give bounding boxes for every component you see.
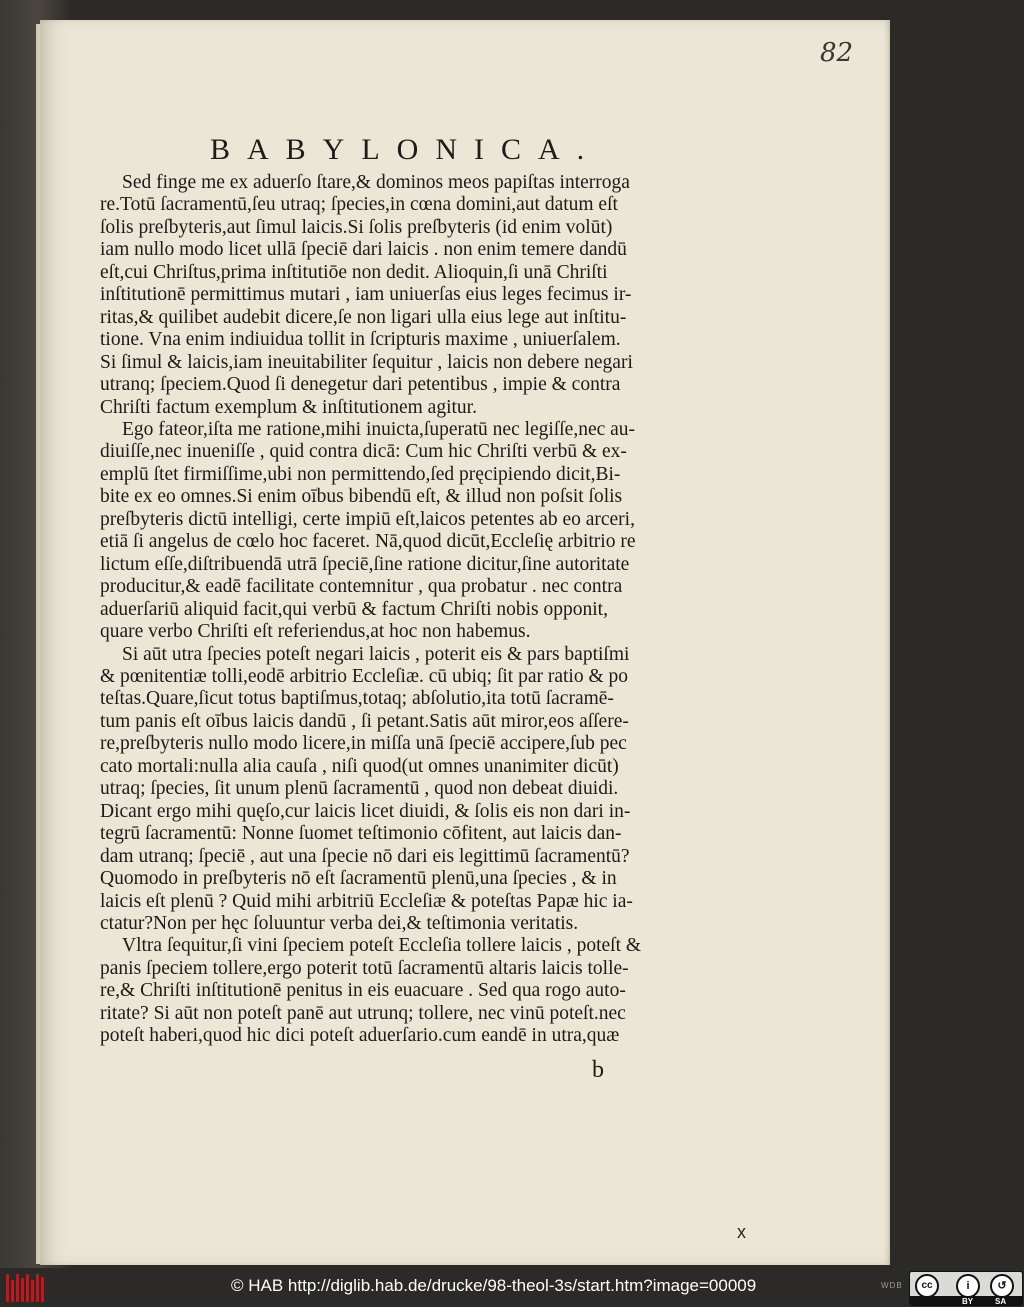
text-line: Sed finge me ex aduerſo ſtare,& dominos meos papiſtas interroga	[122, 172, 630, 193]
text-line: re,preſbyteris nullo modo licere,in miſſa unā ſpeciē accipere,ſub pec	[100, 733, 627, 755]
text-line: diuiſſe,nec inueniſſe , quid contra dicā: Cum hic Chriſti verbū & ex-	[100, 441, 627, 463]
text-line: Quomodo in preſbyteris nō eſt ſacramentū plenū,una ſpecies , & in	[100, 868, 617, 890]
text-line: ritate? Si aūt non poteſt panē aut utrunq; tollere, nec vinū poteſt.nec	[100, 1002, 626, 1024]
text-line: Si aūt utra ſpecies poteſt negari laicis , poterit eis & pars baptiſmi	[122, 643, 630, 665]
text-line: lictum eſſe,diſtribuendā utrā ſpeciē,ſine ratione dicitur,ſine autoritate	[100, 553, 630, 575]
text-line: utraq; ſpecies, ſit unum plenū ſacramentū , quod non debeat diuidi.	[100, 778, 619, 800]
text-line: quare verbo Chriſti eſt referiendus,at hoc non habemus.	[100, 621, 531, 643]
text-line: tum panis eſt oībus laicis dandū , ſi petant.Satis aūt miror,eos aſſere-	[100, 710, 629, 732]
text-line: cato mortali:nulla alia cauſa , niſi quod(ut omnes unanimiter dicūt)	[100, 755, 619, 777]
license-by-label: BY	[962, 1297, 974, 1306]
text-line: tione. Vna enim indiuidua tollit in ſcripturis maxime , uniuerſalem.	[100, 329, 621, 351]
text-line: Vltra ſequitur,ſi vini ſpeciem poteſt Eccleſia tollere laicis , poteſt &	[122, 935, 642, 957]
bottom-mark: x	[737, 1222, 746, 1242]
text-line: emplū ſtet firmiſſime,ubi non permittendo,ſed pręcipiendo dicit,Bi-	[100, 463, 621, 485]
text-line: inſtitutionē permittimus mutari , iam uniuerſas eius leges fecimus ir-	[100, 284, 632, 306]
text-line: iam nullo modo licet ullā ſpeciē dari laicis . non enim temere dandū	[100, 239, 627, 261]
attribution-icon: i	[956, 1274, 980, 1298]
text-line: & pœnitentiæ tolli,eodē arbitrio Eccleſiæ. cū ubiq; ſit par ratio & po	[100, 665, 629, 687]
creative-commons-icon: cc	[915, 1274, 939, 1298]
text-line: Dicant ergo mihi quęſo,cur laicis licet diuidi, & ſolis eis non dari in-	[100, 800, 631, 822]
running-head: BABYLONICA.	[210, 133, 602, 166]
body-text	[100, 172, 700, 1048]
text-line: re,& Chriſti inſtitutionē penitus in eis euacuare . Sed qua rogo auto-	[100, 980, 626, 1002]
text-line: re.Totū ſacramentū,ſeu utraq; ſpecies,in cœna domini,aut datum eſt	[100, 194, 618, 216]
text-line: Ego fateor,iſta me ratione,mihi inuicta,ſuperatū nec legiſſe,nec au-	[122, 418, 636, 440]
folio-number: 82	[820, 38, 854, 68]
signature-mark: b	[592, 1057, 604, 1083]
text-line: aduerſariū aliquid facit,qui verbū & factum Chriſti nobis opponit,	[100, 598, 608, 620]
hab-logo-icon[interactable]	[6, 1274, 48, 1302]
text-line: eſt,cui Chriſtus,prima inſtitutiōe non dedit. Alioquin,ſi unā Chriſti	[100, 261, 608, 283]
text-line: utranq; ſpeciem.Quod ſi denegetur dari petentibus , impie & contra	[100, 374, 621, 396]
text-line: laicis eſt plenū ? Quid mihi arbitriū Eccleſiæ & poteſtas Papæ hic ia-	[100, 890, 633, 912]
text-line: Si ſimul & laicis,iam ineuitabiliter ſequitur , laicis non debere negari	[100, 351, 633, 373]
wdb-label: WDB	[881, 1281, 903, 1290]
text-line: bite ex eo omnes.Si enim oībus bibendū eſt, & illud non poſsit ſolis	[100, 486, 623, 508]
text-line: etiā ſi angelus de cœlo hoc faceret. Nā,quod dicūt,Eccleſię arbitrio re	[100, 531, 636, 553]
share-alike-icon: ↺	[990, 1274, 1014, 1298]
copyright-link[interactable]: © HAB http://diglib.hab.de/drucke/98-theol-3s/start.htm?image=00009	[231, 1276, 757, 1295]
license-sa-label: SA	[995, 1297, 1007, 1306]
text-line: preſbyteris dictū intelligi, certe impiū eſt,laicos petentes ab eo arceri,	[100, 508, 635, 530]
text-line: ritas,& quilibet audebit dicere,ſe non ligari ulla eius lege aut inſtitu-	[100, 306, 627, 328]
text-line: panis ſpeciem tollere,ergo poterit totū ſacramentū altaris laicis tolle-	[100, 957, 629, 979]
cc-license-badge[interactable]	[909, 1271, 1023, 1306]
text-line: ctatur?Non per hęc ſoluuntur verba dei,& teſtimonia veritatis.	[100, 912, 579, 934]
text-line: dam utranq; ſpeciē , aut una ſpecie nō dari eis legittimū ſacramentū?	[100, 845, 630, 867]
text-line: ſolis preſbyteris,aut ſimul laicis.Si ſolis preſbyteris (id enim volūt)	[100, 216, 613, 238]
text-line: teſtas.Quare,ſicut totus baptiſmus,totaq; abſolutio,ita totū ſacramē-	[100, 688, 614, 710]
text-line: producitur,& eadē facilitate contemnitur , qua probatur . nec contra	[100, 576, 623, 598]
viewer-footer	[0, 1268, 1024, 1307]
text-line: poteſt haberi,quod hic dici poteſt aduerſario.cum eandē in utra,quæ	[100, 1025, 620, 1047]
text-line: tegrū ſacramentū: Nonne ſuomet teſtimonio cōfitent, aut laicis dan-	[100, 823, 622, 845]
text-line: Chriſti factum exemplum & inſtitutionem agitur.	[100, 396, 477, 418]
